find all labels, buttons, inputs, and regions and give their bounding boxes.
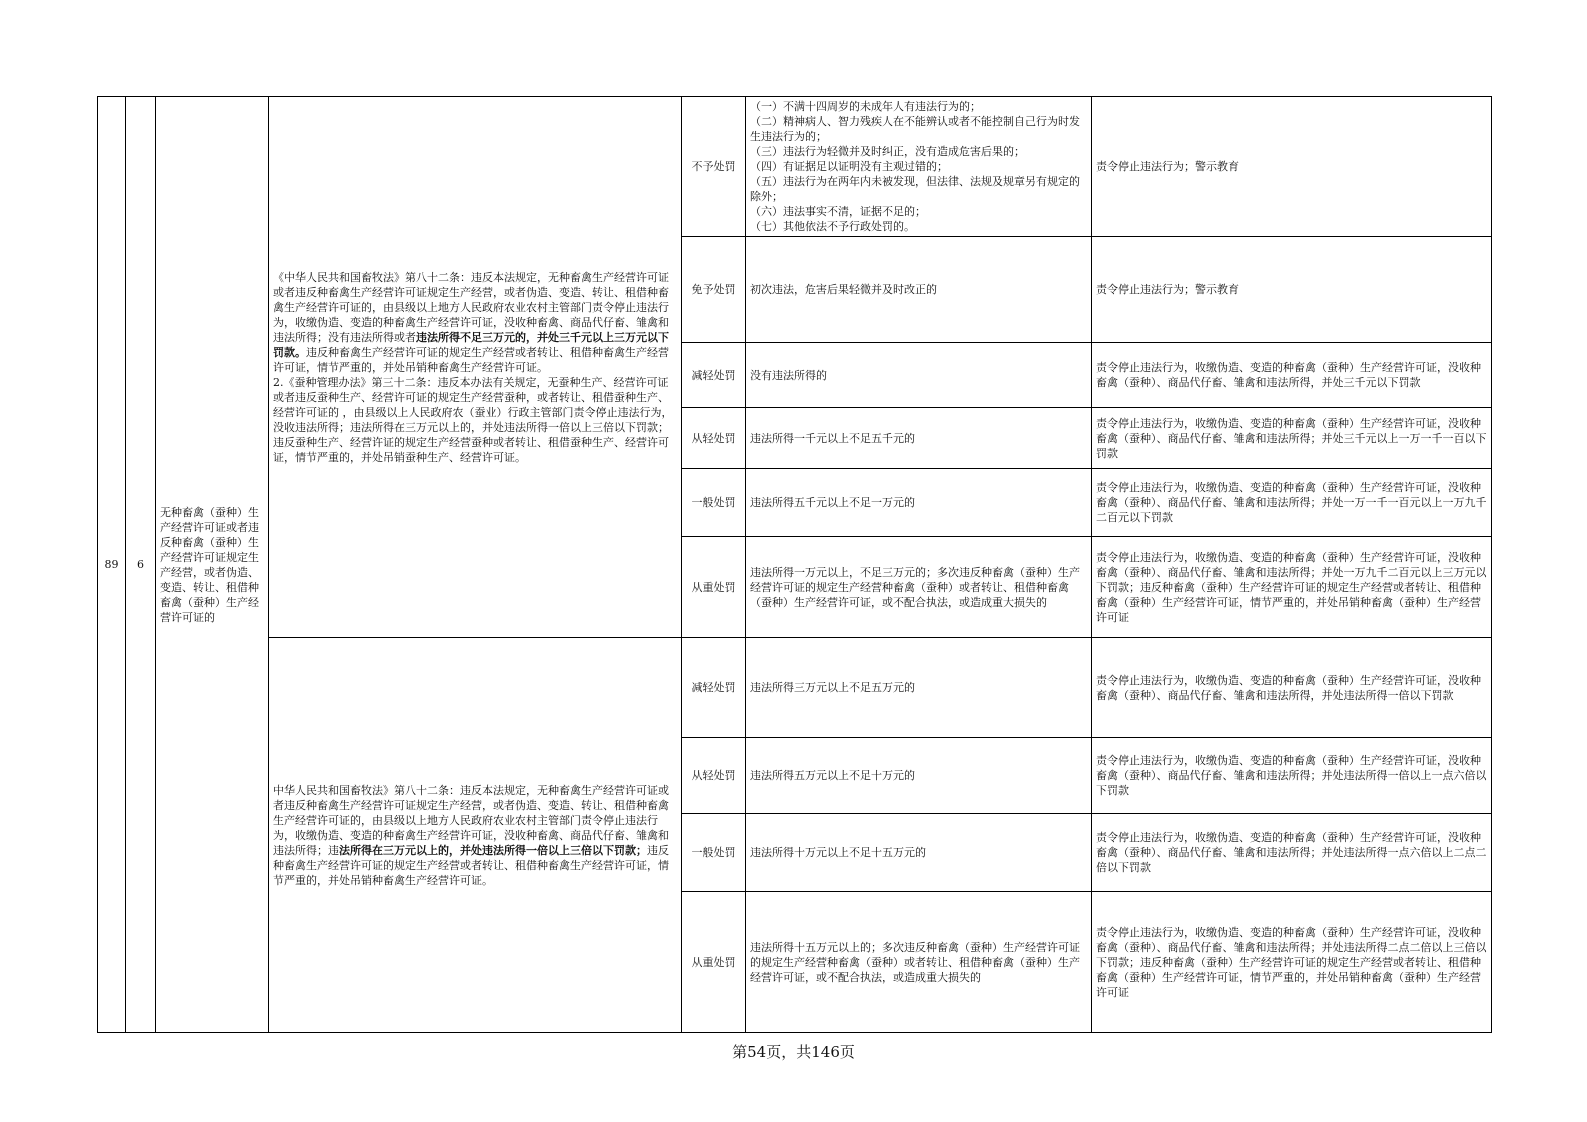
seq-cell: 89 <box>98 97 126 1033</box>
condition-cell: 违法所得五千元以上不足一万元的 <box>746 469 1092 537</box>
standard-cell: 责令停止违法行为，收缴伪造、变造的种畜禽（蚕种）生产经营许可证，没收种畜禽（蚕种）、商品代仔畜、雏禽和违法所得；并处违法所得一点六倍以上二点二倍以下罚款 <box>1092 814 1492 892</box>
penalty-type-cell: 从重处罚 <box>682 892 746 1033</box>
legal-basis-cell-1 <box>269 97 682 638</box>
penalty-type-cell: 从轻处罚 <box>682 408 746 469</box>
standard-cell: 责令停止违法行为，收缴伪造、变造的种畜禽（蚕种）生产经营许可证，没收种畜禽（蚕种）、商品代仔畜、雏禽和违法所得；并处三千元以上一万一千一百以下罚款 <box>1092 408 1492 469</box>
condition-cell: 违法所得十五万元以上的；多次违反种畜禽（蚕种）生产经营许可证的规定生产经营种畜禽（蚕种）或者转让、租借种畜禽（蚕种）生产经营许可证，或不配合执法，或造成重大损失的 <box>746 892 1092 1033</box>
standard-cell: 责令停止违法行为，收缴伪造、变造的种畜禽（蚕种）生产经营许可证，没收种畜禽（蚕种）、商品代仔畜、雏禽和违法所得；并处一万一千一百元以上一万九千二百元以下罚款 <box>1092 469 1492 537</box>
condition-cell: 违法所得三万元以上不足五万元的 <box>746 638 1092 738</box>
standard-cell: 责令停止违法行为，收缴伪造、变造的种畜禽（蚕种）生产经营许可证，没收种畜禽（蚕种）、商品代仔畜、雏禽和违法所得；并处违法所得一倍以上一点六倍以下罚款 <box>1092 738 1492 814</box>
legal-basis-bold-text: 违法所得不足三万元的，并处三千元以上三万元以下罚款。 <box>273 330 669 359</box>
condition-cell: （一）不满十四周岁的未成年人有违法行为的； （二）精神病人、智力残疾人在不能辨认或者不能控制自己行为时发生违法行为的； （三）违法行为轻微并及时纠正，没有造成危害后果的； （四）有证据足以证明没有主观过错的； （五）违法行为在两年内未被发现，但法律、法规及规章另有规定的除外； （六）违法事实不清，证据不足的； （七）其他依法不予行政处罚的。 <box>746 97 1092 237</box>
penalty-type-cell: 从轻处罚 <box>682 738 746 814</box>
legal-basis-cell-2 <box>269 638 682 1033</box>
legal-basis-text: 违反种畜禽生产经营许可证的规定生产经营或者转让、租借种畜禽生产经营许可证，情节严重的，并处吊销种畜禽生产经营许可证。 <box>273 843 669 887</box>
penalty-type-cell: 免予处罚 <box>682 237 746 343</box>
condition-cell: 违法所得一千元以上不足五千元的 <box>746 408 1092 469</box>
standard-cell: 责令停止违法行为，收缴伪造、变造的种畜禽（蚕种）生产经营许可证，没收种畜禽（蚕种）、商品代仔畜、雏禽和违法所得；并处一万九千二百元以上三万元以下罚款；违反种畜禽（蚕种）生产经营许可证的规定生产经营或者转让、租借种畜禽（蚕种）生产经营许可证，情节严重的，并处吊销种畜禽（蚕种）生产经营许可证 <box>1092 537 1492 638</box>
penalty-type-cell: 减轻处罚 <box>682 638 746 738</box>
standard-cell: 责令停止违法行为；警示教育 <box>1092 237 1492 343</box>
violation-cell: 无种畜禽（蚕种）生产经营许可证或者违反种畜禽（蚕种）生产经营许可证规定生产经营，或者伪造、变造、转让、租借种畜禽（蚕种）生产经营许可证的 <box>156 97 269 1033</box>
condition-cell: 违法所得五万元以上不足十万元的 <box>746 738 1092 814</box>
legal-basis-text: 中华人民共和国畜牧法》第八十二条：违反本法规定，无种畜禽生产经营许可证或者违反种畜禽生产经营许可证规定生产经营，或者伪造、变造、转让、租借种畜禽生产经营许可证的，由县级以上地方人民政府农业农村主管部门责令停止违法行为，收缴伪造、变造的种畜禽生产经营许可证，没收种畜禽、商品代仔畜、雏禽和违法所得；违 <box>273 783 669 857</box>
table-row <box>98 638 1492 738</box>
table-row <box>98 97 1492 237</box>
standard-cell: 责令停止违法行为；警示教育 <box>1092 97 1492 237</box>
condition-cell: 没有违法所得的 <box>746 343 1092 408</box>
penalty-type-cell: 从重处罚 <box>682 537 746 638</box>
penalty-standards-table <box>97 96 1492 1033</box>
condition-cell: 违法所得十万元以上不足十五万元的 <box>746 814 1092 892</box>
penalty-type-cell: 一般处罚 <box>682 814 746 892</box>
legal-basis-text: 《中华人民共和国畜牧法》第八十二条：违反本法规定，无种畜禽生产经营许可证或者违反种畜禽生产经营许可证规定生产经营，或者伪造、变造、转让、租借种畜禽生产经营许可证的，由县级以上地方人民政府农业农村主管部门责令停止违法行为，收缴伪造、变造的种畜禽生产经营许可证，没收种畜禽、商品代仔畜、雏禽和违法所得；没有违法所得或者 <box>273 270 669 344</box>
penalty-type-cell: 不予处罚 <box>682 97 746 237</box>
condition-cell: 初次违法，危害后果轻微并及时改正的 <box>746 237 1092 343</box>
legal-basis-text: 违反种畜禽生产经营许可证的规定生产经营或者转让、租借种畜禽生产经营许可证，情节严重的，并处吊销种畜禽生产经营许可证。 2.《蚕种管理办法》第三十二条：违反本办法有关规定，无蚕种生产、经营许可证或者违反蚕种生产、经营许可证的规定生产经营蚕种，或者转让、租借蚕种生产、经营许可证的 ，由县级以上人民政府农（蚕业）行政主管部门责令停止违法行为，没收违法所得；违法所得在三万元以上的，并处违法所得一倍以上三倍以下罚款；违反蚕种生产、经营许证的规定生产经营蚕种或者转让、租借蚕种生产、经营许可证，情节严重的，并处吊销蚕种生产、经营许可证。 <box>273 345 673 464</box>
standard-cell: 责令停止违法行为，收缴伪造、变造的种畜禽（蚕种）生产经营许可证，没收种畜禽（蚕种）、商品代仔畜、雏禽和违法所得；并处违法所得二点二倍以上三倍以下罚款；违反种畜禽（蚕种）生产经营许可证的规定生产经营或者转让、租借种畜禽（蚕种）生产经营许可证，情节严重的，并处吊销种畜禽（蚕种）生产经营许可证 <box>1092 892 1492 1033</box>
legal-basis-bold-text: 法所得在三万元以上的，并处违法所得一倍以上三倍以下罚款； <box>339 843 647 857</box>
standard-cell: 责令停止违法行为，收缴伪造、变造的种畜禽（蚕种）生产经营许可证，没收种畜禽（蚕种）、商品代仔畜、雏禽和违法所得，并处三千元以下罚款 <box>1092 343 1492 408</box>
condition-cell: 违法所得一万元以上，不足三万元的；多次违反种畜禽（蚕种）生产经营许可证的规定生产经营种畜禽（蚕种）或者转让、租借种畜禽（蚕种）生产经营许可证，或不配合执法，或造成重大损失的 <box>746 537 1092 638</box>
sub-seq-cell: 6 <box>126 97 156 1033</box>
page-number-footer: 第54页，共146页 <box>732 1043 855 1061</box>
standard-cell: 责令停止违法行为，收缴伪造、变造的种畜禽（蚕种）生产经营许可证，没收种畜禽（蚕种）、商品代仔畜、雏禽和违法所得，并处违法所得一倍以下罚款 <box>1092 638 1492 738</box>
penalty-type-cell: 减轻处罚 <box>682 343 746 408</box>
penalty-type-cell: 一般处罚 <box>682 469 746 537</box>
